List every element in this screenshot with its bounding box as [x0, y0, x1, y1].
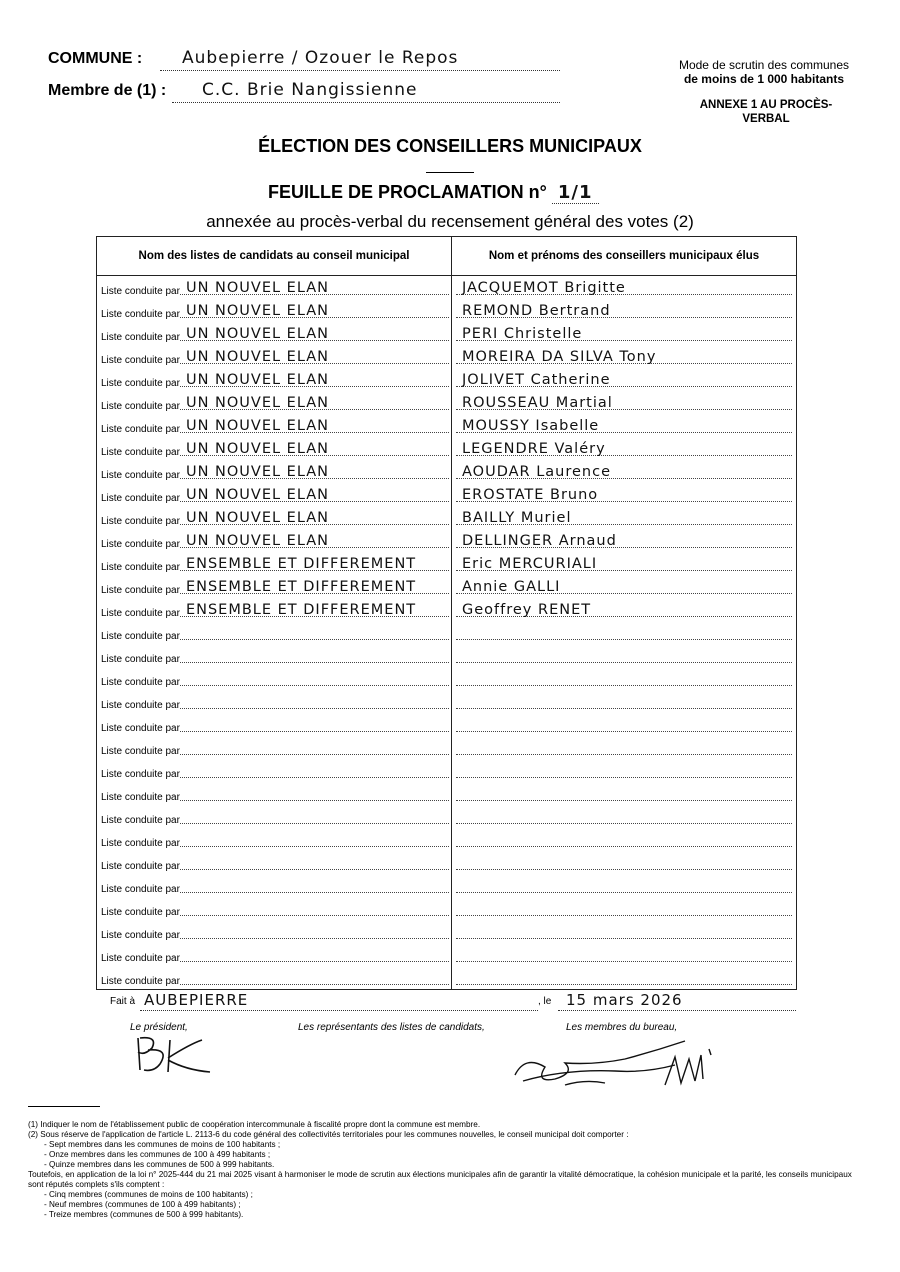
elected-field[interactable]	[456, 276, 792, 295]
row-label: Liste conduite par	[101, 746, 180, 757]
row-label: Liste conduite par	[101, 677, 180, 688]
elected-field[interactable]	[456, 782, 792, 801]
table-row	[97, 621, 797, 644]
elected-name: Eric MERCURIALI	[462, 556, 598, 572]
list-cell	[97, 713, 452, 736]
list-cell	[97, 644, 452, 667]
elected-cell	[452, 391, 797, 414]
table-row	[97, 966, 797, 990]
footnote-t-item: - Cinq membres (communes de moins de 100 habitants) ;	[44, 1190, 253, 1199]
footnote-toutefois: Toutefois, en application de la loi n° 2025-444 du 21 mai 2025 visant à harmoniser le mode de scrutin aux élections municipales afin de garantir la vitalité démocratique, la cohésion municipale et la parité, les conseils municipaux sont réputés complets s'ils comptent :	[28, 1170, 852, 1189]
elected-field[interactable]	[456, 506, 792, 525]
table-row	[97, 299, 797, 322]
row-label: Liste conduite par	[101, 516, 180, 527]
row-label: Liste conduite par	[101, 930, 180, 941]
elected-cell	[452, 920, 797, 943]
elected-field[interactable]	[456, 644, 792, 663]
list-cell	[97, 805, 452, 828]
row-label: Liste conduite par	[101, 769, 180, 780]
list-value: UN NOUVEL ELAN	[185, 510, 330, 526]
elected-field[interactable]	[456, 943, 792, 962]
elected-field[interactable]	[456, 552, 792, 571]
elected-name: AOUDAR Laurence	[462, 464, 612, 480]
list-cell	[97, 897, 452, 920]
row-label: Liste conduite par	[101, 309, 180, 320]
elected-field[interactable]	[456, 851, 792, 870]
table-row	[97, 782, 797, 805]
elected-name: BAILLY Muriel	[462, 510, 572, 526]
elected-name: Annie GALLI	[462, 579, 561, 595]
table-row	[97, 690, 797, 713]
elected-field[interactable]	[456, 828, 792, 847]
elected-name: Geoffrey RENET	[462, 602, 592, 618]
elected-cell	[452, 621, 797, 644]
elected-cell	[452, 759, 797, 782]
place-date-line	[110, 991, 800, 1014]
list-field[interactable]	[180, 667, 449, 686]
footnote-2: (2) Sous réserve de l'application de l'article L. 2113-6 du code général des collectivités territoriales pour les communes nouvelles, le conseil municipal doit comporter :	[28, 1130, 629, 1139]
list-field[interactable]	[180, 644, 449, 663]
table-row	[97, 713, 797, 736]
table-row	[97, 322, 797, 345]
list-cell	[97, 966, 452, 990]
row-label: Liste conduite par	[101, 562, 180, 573]
list-value: UN NOUVEL ELAN	[185, 441, 330, 457]
elected-cell	[452, 966, 797, 990]
table-row	[97, 276, 797, 300]
list-cell	[97, 667, 452, 690]
list-value: UN NOUVEL ELAN	[185, 280, 330, 296]
membres-signatures	[505, 1035, 745, 1095]
row-label: Liste conduite par	[101, 470, 180, 481]
commune-label: COMMUNE :	[48, 50, 143, 67]
page-subtitle: annexée au procès-verbal du recensement général des votes (2)	[206, 212, 694, 231]
list-cell	[97, 598, 452, 621]
elected-cell	[452, 874, 797, 897]
list-cell	[97, 621, 452, 644]
elected-cell	[452, 736, 797, 759]
list-cell	[97, 529, 452, 552]
list-field[interactable]	[180, 483, 449, 502]
feuille-number: 1/1	[552, 182, 599, 204]
title-divider	[426, 172, 474, 173]
row-label: Liste conduite par	[101, 424, 180, 435]
elected-cell	[452, 897, 797, 920]
elected-cell	[452, 345, 797, 368]
elected-cell	[452, 414, 797, 437]
elected-field[interactable]	[456, 966, 792, 985]
elected-field[interactable]	[456, 874, 792, 893]
row-label: Liste conduite par	[101, 907, 180, 918]
table-row	[97, 828, 797, 851]
table-row	[97, 414, 797, 437]
row-label: Liste conduite par	[101, 700, 180, 711]
list-cell	[97, 782, 452, 805]
list-cell	[97, 345, 452, 368]
feuille-label: FEUILLE DE PROCLAMATION n°	[268, 182, 547, 202]
table-row	[97, 805, 797, 828]
list-value: ENSEMBLE ET DIFFEREMENT	[185, 556, 417, 572]
list-cell	[97, 276, 452, 300]
footnote-2-item: - Onze membres dans les communes de 100 à 499 habitants ;	[44, 1150, 271, 1159]
row-label: Liste conduite par	[101, 838, 180, 849]
list-field[interactable]	[180, 575, 449, 594]
elected-cell	[452, 690, 797, 713]
row-label: Liste conduite par	[101, 654, 180, 665]
elected-cell	[452, 644, 797, 667]
list-value: UN NOUVEL ELAN	[185, 349, 330, 365]
list-field[interactable]	[180, 805, 449, 824]
row-label: Liste conduite par	[101, 792, 180, 803]
footnotes	[28, 1120, 868, 1220]
annexe-label: ANNEXE 1 AU PROCÈS-VERBAL	[699, 99, 833, 125]
table-row	[97, 598, 797, 621]
representants-label: Les représentants des listes de candidats,	[298, 1022, 485, 1033]
list-field[interactable]	[180, 621, 449, 640]
elected-field[interactable]	[456, 322, 792, 341]
elected-field[interactable]	[456, 368, 792, 387]
list-cell	[97, 322, 452, 345]
elected-field[interactable]	[456, 345, 792, 364]
row-label: Liste conduite par	[101, 976, 180, 987]
elected-field[interactable]	[456, 805, 792, 824]
list-cell	[97, 414, 452, 437]
footnote-2-item: - Sept membres dans les communes de moins de 100 habitants ;	[44, 1140, 281, 1149]
list-field[interactable]	[180, 598, 449, 617]
row-label: Liste conduite par	[101, 953, 180, 964]
elected-field[interactable]	[456, 483, 792, 502]
elected-field[interactable]	[456, 391, 792, 410]
list-value: UN NOUVEL ELAN	[185, 372, 330, 388]
list-value: ENSEMBLE ET DIFFEREMENT	[185, 579, 417, 595]
elected-cell	[452, 506, 797, 529]
date-field[interactable]	[558, 991, 796, 1011]
col-header-lists: Nom des listes de candidats au conseil municipal	[97, 237, 452, 276]
elected-cell	[452, 598, 797, 621]
list-field[interactable]	[180, 460, 449, 479]
elected-name: LEGENDRE Valéry	[462, 441, 606, 457]
elected-name: PERI Christelle	[462, 326, 583, 342]
elected-name: EROSTATE Bruno	[462, 487, 599, 503]
elected-cell	[452, 276, 797, 300]
list-field[interactable]	[180, 828, 449, 847]
list-value: UN NOUVEL ELAN	[185, 303, 330, 319]
date-value: 15 mars 2026	[566, 991, 683, 1009]
elected-field[interactable]	[456, 414, 792, 433]
list-field[interactable]	[180, 736, 449, 755]
list-field[interactable]	[180, 943, 449, 962]
list-value: UN NOUVEL ELAN	[185, 418, 330, 434]
list-cell	[97, 437, 452, 460]
elected-field[interactable]	[456, 598, 792, 617]
elected-field[interactable]	[456, 621, 792, 640]
elected-cell	[452, 437, 797, 460]
list-value: UN NOUVEL ELAN	[185, 464, 330, 480]
list-cell	[97, 368, 452, 391]
footnote-rule	[28, 1106, 100, 1107]
table-row	[97, 943, 797, 966]
elected-cell	[452, 575, 797, 598]
row-label: Liste conduite par	[101, 585, 180, 596]
feuille-title	[268, 182, 599, 203]
commune-field[interactable]	[160, 48, 560, 71]
elected-cell	[452, 299, 797, 322]
list-field[interactable]	[180, 552, 449, 571]
table-row	[97, 368, 797, 391]
elected-field[interactable]	[456, 759, 792, 778]
list-field[interactable]	[180, 506, 449, 525]
footnote-2-item: - Quinze membres dans les communes de 500 à 999 habitants.	[44, 1160, 275, 1169]
elected-field[interactable]	[456, 299, 792, 318]
list-field[interactable]	[180, 966, 449, 985]
fait-field[interactable]	[140, 991, 538, 1011]
list-field[interactable]	[180, 529, 449, 548]
row-label: Liste conduite par	[101, 861, 180, 872]
list-field[interactable]	[180, 437, 449, 456]
list-cell	[97, 299, 452, 322]
elected-cell	[452, 805, 797, 828]
commune-value: Aubepierre / Ozouer le Repos	[182, 48, 459, 68]
elected-field[interactable]	[456, 920, 792, 939]
list-field[interactable]	[180, 920, 449, 939]
elected-name: REMOND Bertrand	[462, 303, 611, 319]
table-row	[97, 483, 797, 506]
elected-cell	[452, 460, 797, 483]
table-row	[97, 920, 797, 943]
list-cell	[97, 759, 452, 782]
table-row	[97, 759, 797, 782]
elected-cell	[452, 713, 797, 736]
table-row	[97, 506, 797, 529]
table-row	[97, 736, 797, 759]
row-label: Liste conduite par	[101, 447, 180, 458]
list-value: UN NOUVEL ELAN	[185, 326, 330, 342]
elected-name: JOLIVET Catherine	[462, 372, 611, 388]
row-label: Liste conduite par	[101, 286, 180, 297]
list-field[interactable]	[180, 759, 449, 778]
elected-cell	[452, 322, 797, 345]
row-label: Liste conduite par	[101, 539, 180, 550]
row-label: Liste conduite par	[101, 401, 180, 412]
table-row	[97, 552, 797, 575]
elected-cell	[452, 851, 797, 874]
list-field[interactable]	[180, 345, 449, 364]
membre-value: C.C. Brie Nangissienne	[202, 80, 418, 100]
president-signature	[130, 1030, 230, 1080]
row-label: Liste conduite par	[101, 608, 180, 619]
page-title: ÉLECTION DES CONSEILLERS MUNICIPAUX	[258, 136, 642, 156]
elected-cell	[452, 828, 797, 851]
table-row	[97, 460, 797, 483]
list-value: ENSEMBLE ET DIFFEREMENT	[185, 602, 417, 618]
elected-name: MOUSSY Isabelle	[462, 418, 600, 434]
list-cell	[97, 575, 452, 598]
list-field[interactable]	[180, 299, 449, 318]
elected-name: ROUSSEAU Martial	[462, 395, 613, 411]
president-label: Le président,	[130, 1022, 188, 1033]
elected-cell	[452, 483, 797, 506]
elected-name: DELLINGER Arnaud	[462, 533, 617, 549]
row-label: Liste conduite par	[101, 884, 180, 895]
list-value: UN NOUVEL ELAN	[185, 487, 330, 503]
row-label: Liste conduite par	[101, 631, 180, 642]
elected-cell	[452, 667, 797, 690]
row-label: Liste conduite par	[101, 355, 180, 366]
list-cell	[97, 460, 452, 483]
elected-field[interactable]	[456, 690, 792, 709]
row-label: Liste conduite par	[101, 378, 180, 389]
elected-field[interactable]	[456, 897, 792, 916]
list-field[interactable]	[180, 322, 449, 341]
le-label: , le	[538, 996, 552, 1007]
footnote-t-item: - Neuf membres (communes de 100 à 499 habitants) ;	[44, 1200, 241, 1209]
list-field[interactable]	[180, 368, 449, 387]
list-field[interactable]	[180, 874, 449, 893]
table-row	[97, 437, 797, 460]
list-cell	[97, 736, 452, 759]
proclamation-table	[96, 236, 797, 990]
membre-label: Membre de (1) :	[48, 82, 167, 99]
elected-cell	[452, 782, 797, 805]
elected-field[interactable]	[456, 460, 792, 479]
list-cell	[97, 920, 452, 943]
elected-field[interactable]	[456, 437, 792, 456]
list-cell	[97, 506, 452, 529]
row-label: Liste conduite par	[101, 723, 180, 734]
elected-name: JACQUEMOT Brigitte	[462, 280, 626, 296]
list-field[interactable]	[180, 690, 449, 709]
table-row	[97, 874, 797, 897]
mode-line2: de moins de 1 000 habitants	[683, 72, 845, 86]
table-row	[97, 575, 797, 598]
list-cell	[97, 874, 452, 897]
elected-cell	[452, 552, 797, 575]
table-row	[97, 897, 797, 920]
list-cell	[97, 690, 452, 713]
table-row	[97, 667, 797, 690]
row-label: Liste conduite par	[101, 815, 180, 826]
elected-cell	[452, 529, 797, 552]
elected-field[interactable]	[456, 529, 792, 548]
row-label: Liste conduite par	[101, 332, 180, 343]
list-field[interactable]	[180, 897, 449, 916]
table-row	[97, 851, 797, 874]
footnote-t-item: - Treize membres (communes de 500 à 999 habitants).	[44, 1210, 244, 1219]
mode-scrutin	[664, 58, 864, 86]
list-cell	[97, 391, 452, 414]
list-field[interactable]	[180, 713, 449, 732]
list-field[interactable]	[180, 414, 449, 433]
elected-cell	[452, 368, 797, 391]
fait-value: AUBEPIERRE	[144, 991, 249, 1009]
footnote-1: (1) Indiquer le nom de l'établissement public de coopération intercommunale à fiscalité propre dont la commune est membre.	[28, 1120, 481, 1129]
list-cell	[97, 828, 452, 851]
membre-field[interactable]	[172, 80, 560, 103]
table-row	[97, 345, 797, 368]
table-row	[97, 529, 797, 552]
row-label: Liste conduite par	[101, 493, 180, 504]
membres-label: Les membres du bureau,	[566, 1022, 678, 1033]
list-value: UN NOUVEL ELAN	[185, 533, 330, 549]
mode-line1: Mode de scrutin des communes	[678, 58, 850, 72]
fait-label: Fait à	[110, 996, 136, 1007]
elected-field[interactable]	[456, 713, 792, 732]
elected-field[interactable]	[456, 736, 792, 755]
elected-cell	[452, 943, 797, 966]
list-field[interactable]	[180, 276, 449, 295]
list-cell	[97, 851, 452, 874]
elected-field[interactable]	[456, 667, 792, 686]
list-value: UN NOUVEL ELAN	[185, 395, 330, 411]
list-field[interactable]	[180, 851, 449, 870]
list-field[interactable]	[180, 782, 449, 801]
list-cell	[97, 552, 452, 575]
table-row	[97, 391, 797, 414]
elected-name: MOREIRA DA SILVA Tony	[462, 349, 657, 365]
elected-field[interactable]	[456, 575, 792, 594]
col-header-elected: Nom et prénoms des conseillers municipaux élus	[452, 237, 797, 276]
table-row	[97, 644, 797, 667]
list-cell	[97, 943, 452, 966]
list-cell	[97, 483, 452, 506]
list-field[interactable]	[180, 391, 449, 410]
